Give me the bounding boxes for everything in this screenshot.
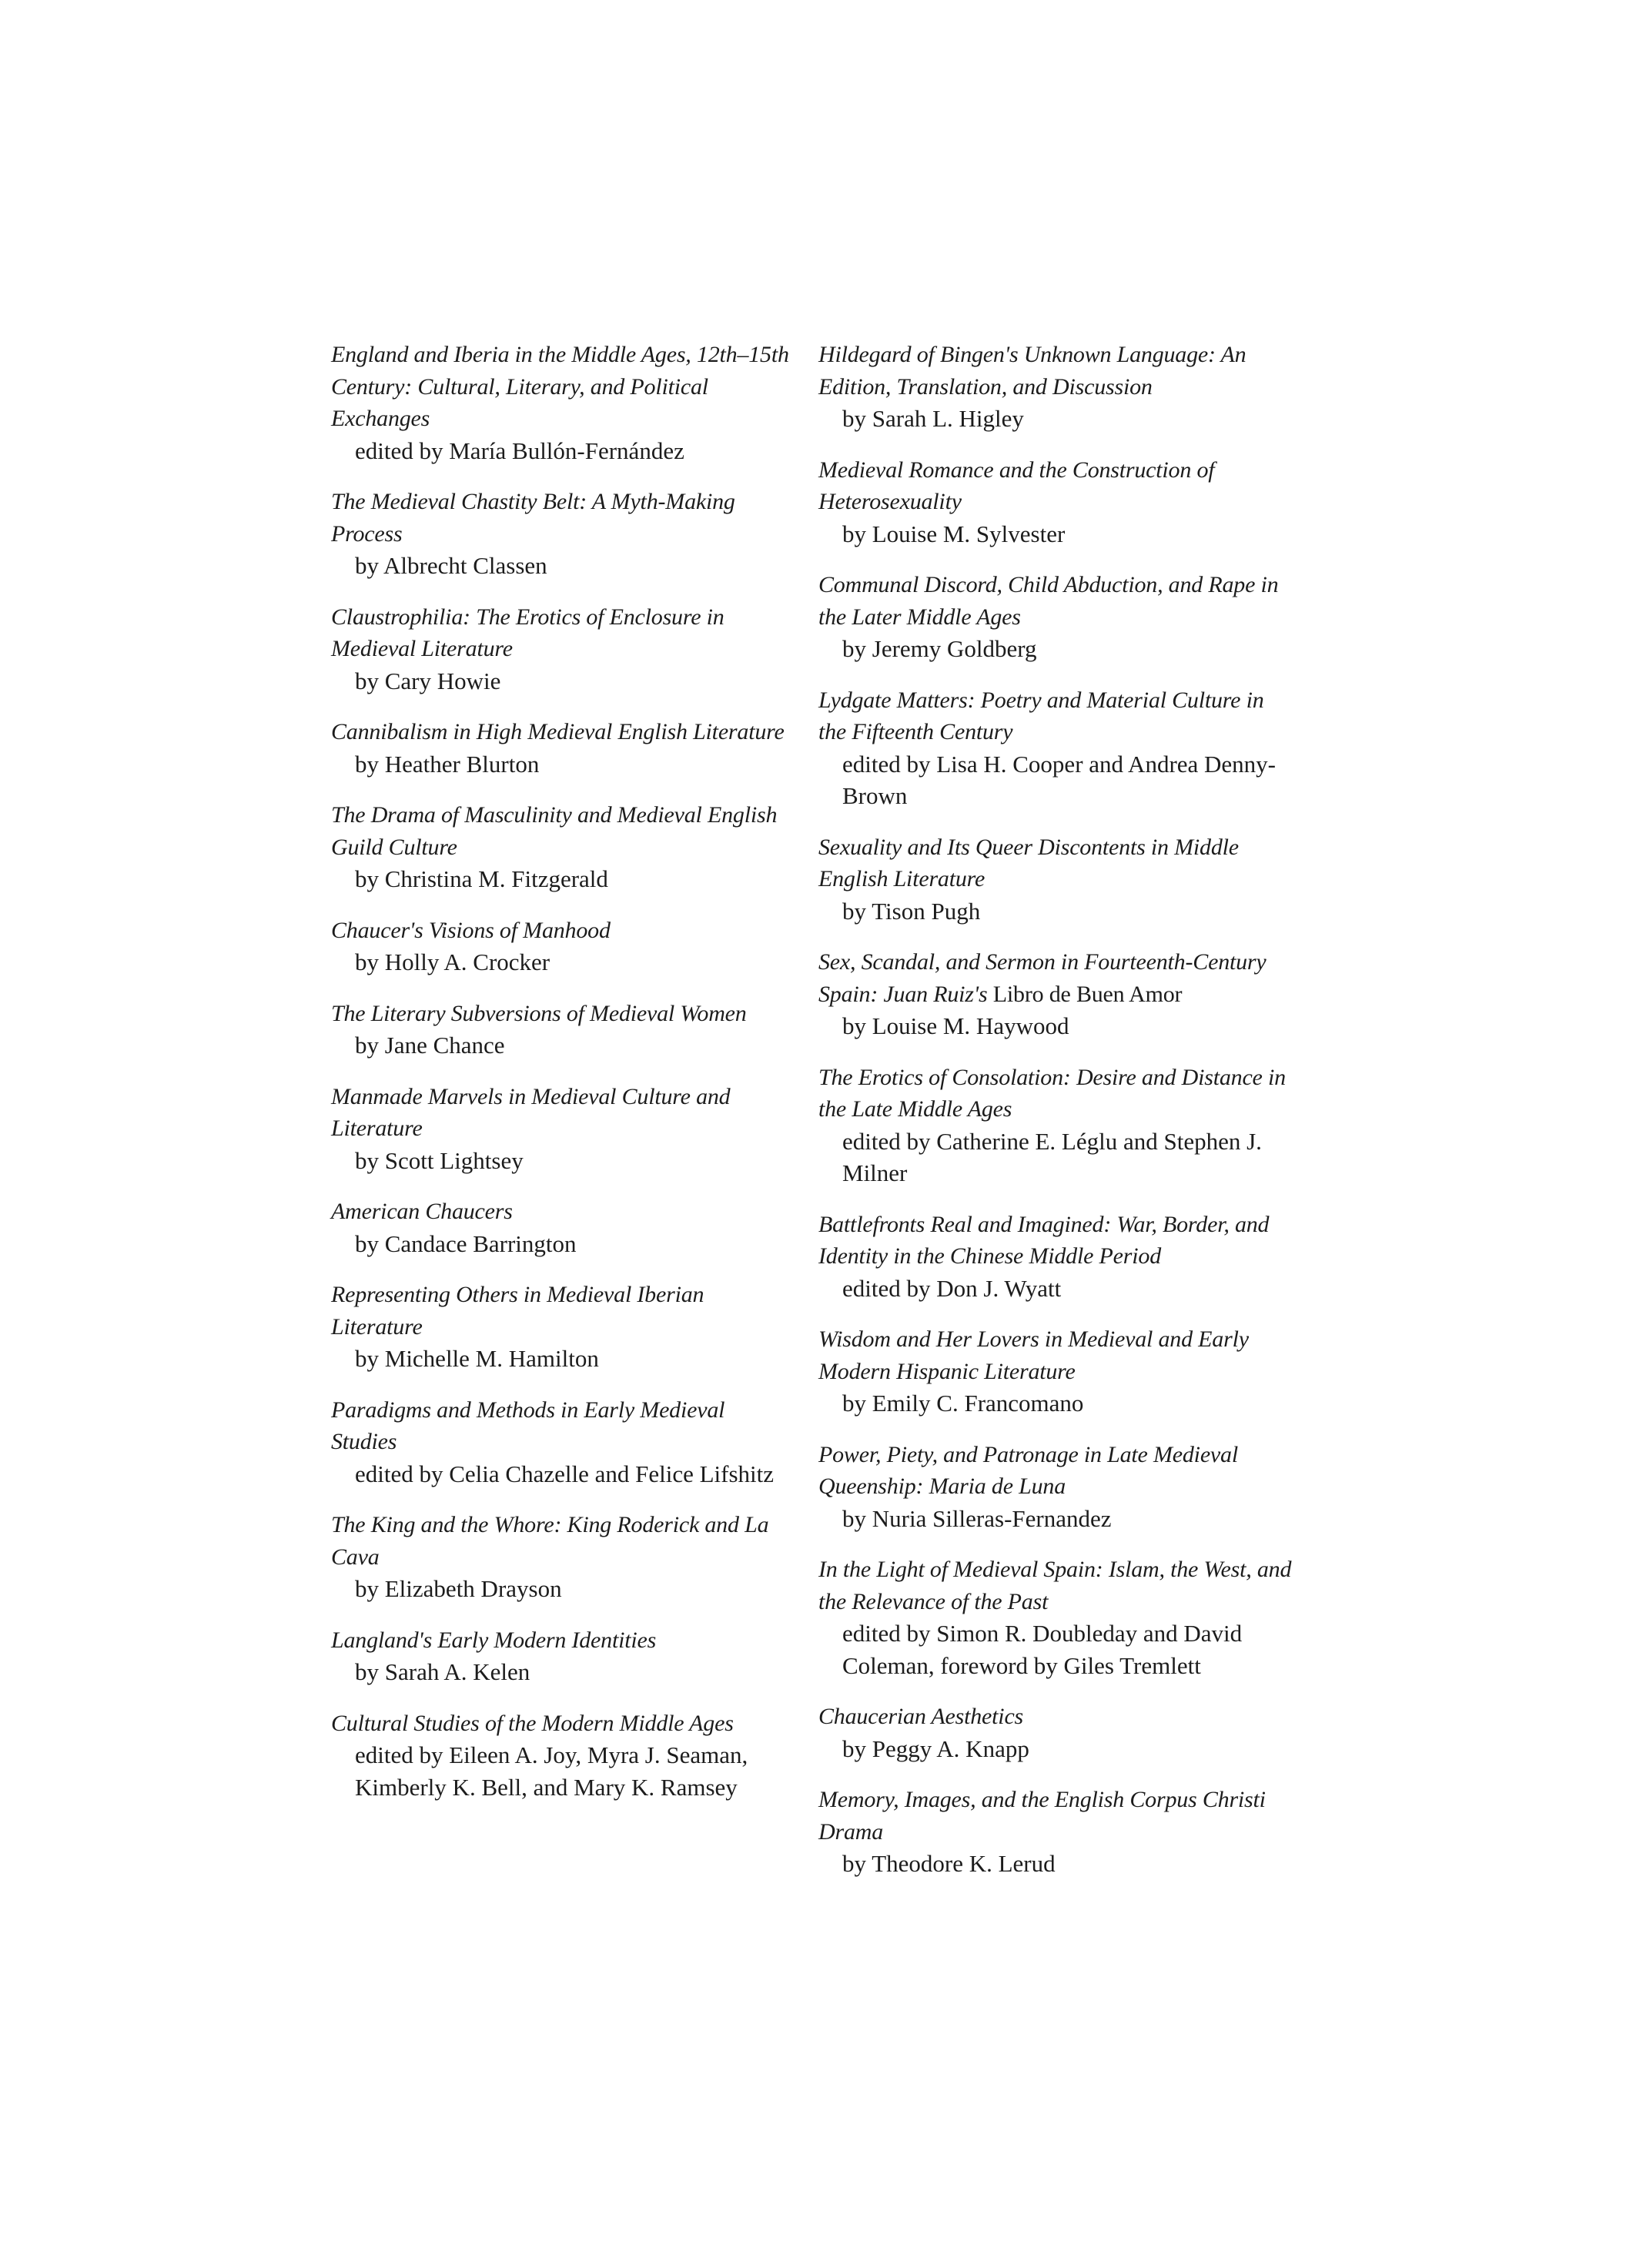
book-entry	[331, 486, 793, 582]
book-entry	[818, 1062, 1296, 1189]
book-entry	[331, 716, 793, 780]
book-author: edited by Celia Chazelle and Felice Lifshitz	[355, 1460, 775, 1487]
book-title: Medieval Romance and the Construction of Heterosexuality	[818, 457, 1215, 514]
book-title: Lydgate Matters: Poetry and Material Culture in the Fifteenth Century	[818, 687, 1264, 744]
book-entry	[818, 946, 1296, 1042]
book-title: Langland's Early Modern Identities	[331, 1627, 657, 1653]
book-author: by Heather Blurton	[355, 750, 540, 778]
book-title: The Medieval Chastity Belt: A Myth-Making Process	[331, 489, 735, 547]
book-entry	[818, 1439, 1296, 1535]
book-title: Representing Others in Medieval Iberian Literature	[331, 1282, 704, 1340]
book-author: by Scott Lightsey	[355, 1146, 524, 1174]
book-entry	[331, 339, 793, 467]
book-title: The Erotics of Consolation: Desire and Distance in the Late Middle Ages	[818, 1064, 1286, 1122]
book-entry	[818, 569, 1296, 665]
book-title-roman-part: Libro de Buen Amor	[992, 981, 1183, 1007]
book-author: by Jane Chance	[355, 1032, 505, 1059]
book-author: edited by María Bullón-Fernández	[355, 437, 684, 464]
book-title: Memory, Images, and the English Corpus Christi Drama	[818, 1787, 1266, 1845]
book-author: by Michelle M. Hamilton	[355, 1345, 599, 1372]
book-entry	[331, 1081, 793, 1177]
book-entry	[818, 684, 1296, 812]
book-author: by Sarah L. Higley	[842, 405, 1024, 432]
book-entry	[818, 1323, 1296, 1420]
book-title: England and Iberia in the Middle Ages, 12th–15th Century: Cultural, Literary, and Political Exchanges	[331, 342, 789, 431]
book-author: by Albrecht Classen	[355, 552, 547, 579]
book-author: by Tison Pugh	[842, 897, 981, 925]
book-author: by Nuria Silleras-Fernandez	[842, 1504, 1112, 1532]
book-title: Communal Discord, Child Abduction, and Rape in the Later Middle Ages	[818, 572, 1279, 630]
book-title: Power, Piety, and Patronage in Late Medieval Queenship: Maria de Luna	[818, 1441, 1238, 1499]
book-entry	[331, 998, 793, 1062]
book-title-italic: Sex, Scandal, and Sermon in Fourteenth-Century Spain: Juan Ruiz's	[818, 949, 1267, 1007]
book-title: Manmade Marvels in Medieval Culture and Literature	[331, 1083, 731, 1141]
book-author: by Louise M. Sylvester	[842, 520, 1066, 547]
book-entry	[331, 601, 793, 697]
book-title	[818, 946, 1296, 1010]
book-title: Chaucerian Aesthetics	[818, 1704, 1024, 1729]
book-title: Cultural Studies of the Modern Middle Ages	[331, 1710, 734, 1736]
book-author: edited by Don J. Wyatt	[842, 1274, 1062, 1302]
book-author: by Jeremy Goldberg	[842, 635, 1037, 662]
book-entry	[331, 1509, 793, 1605]
book-title: Paradigms and Methods in Early Medieval Studies	[331, 1397, 725, 1454]
book-entry	[818, 1784, 1296, 1880]
book-author: by Louise M. Haywood	[842, 1012, 1069, 1039]
book-entry	[331, 1394, 793, 1490]
book-entry	[818, 339, 1296, 435]
book-title: Sexuality and Its Queer Discontents in Middle English Literature	[818, 834, 1239, 891]
book-entry	[818, 454, 1296, 550]
book-author: by Christina M. Fitzgerald	[355, 865, 608, 892]
book-title: The King and the Whore: King Roderick and La Cava	[331, 1512, 769, 1570]
book-title: Chaucer's Visions of Manhood	[331, 917, 611, 943]
book-list-right-column	[818, 339, 1296, 1899]
book-author: by Theodore K. Lerud	[842, 1850, 1056, 1877]
book-title: Battlefronts Real and Imagined: War, Border, and Identity in the Chinese Middle Period	[818, 1211, 1270, 1269]
book-title: Hildegard of Bingen's Unknown Language: An Edition, Translation, and Discussion	[818, 342, 1247, 400]
book-author: by Candace Barrington	[355, 1229, 577, 1257]
book-author: by Emily C. Francomano	[842, 1390, 1084, 1417]
book-author: by Sarah A. Kelen	[355, 1658, 530, 1685]
book-entry	[818, 1701, 1296, 1765]
book-entry	[818, 1554, 1296, 1681]
book-list-left-column	[331, 339, 793, 1822]
book-entry	[818, 831, 1296, 928]
book-entry	[331, 1279, 793, 1375]
book-author: by Holly A. Crocker	[355, 948, 550, 975]
book-title: The Literary Subversions of Medieval Women	[331, 1000, 747, 1026]
book-author: edited by Catherine E. Léglu and Stephen J. Milner	[842, 1127, 1262, 1186]
book-entry	[331, 799, 793, 895]
book-entry	[818, 1209, 1296, 1305]
book-entry	[331, 1708, 793, 1804]
book-entry	[331, 915, 793, 978]
book-title: Claustrophilia: The Erotics of Enclosure in Medieval Literature	[331, 604, 724, 661]
book-title: Cannibalism in High Medieval English Literature	[331, 719, 785, 744]
book-author: edited by Eileen A. Joy, Myra J. Seaman, Kimberly K. Bell, and Mary K. Ramsey	[355, 1741, 748, 1801]
book-author: by Elizabeth Drayson	[355, 1575, 562, 1602]
book-author: edited by Simon R. Doubleday and David Coleman, foreword by Giles Tremlett	[842, 1620, 1243, 1679]
book-title: American Chaucers	[331, 1199, 513, 1224]
book-author: edited by Lisa H. Cooper and Andrea Denny-Brown	[842, 750, 1277, 809]
book-author: by Cary Howie	[355, 667, 501, 694]
book-title: In the Light of Medieval Spain: Islam, the West, and the Relevance of the Past	[818, 1557, 1292, 1614]
book-title: The Drama of Masculinity and Medieval English Guild Culture	[331, 802, 778, 860]
book-title: Wisdom and Her Lovers in Medieval and Early Modern Hispanic Literature	[818, 1326, 1249, 1384]
book-author: by Peggy A. Knapp	[842, 1734, 1029, 1762]
book-entry	[331, 1196, 793, 1259]
book-entry	[331, 1624, 793, 1688]
